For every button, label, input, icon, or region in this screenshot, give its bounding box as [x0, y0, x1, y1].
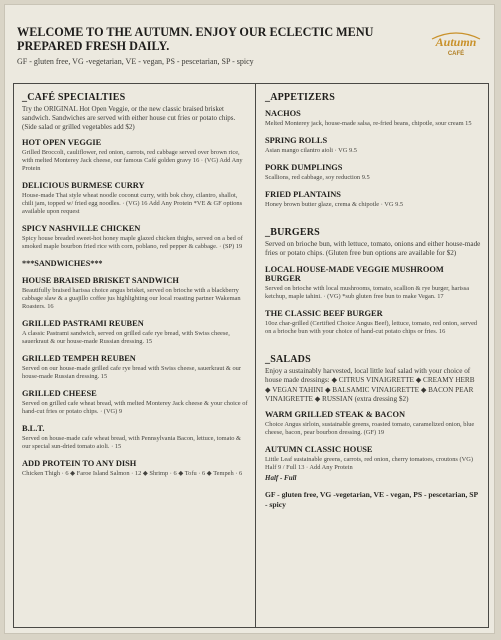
autumn-cafe-logo	[426, 29, 486, 59]
item-desc: A classic Pastrami sandwich, served on grilled cafe rye bread, with Swiss cheese, sauerkraut & our house-made Russian dressing. 15	[22, 330, 230, 345]
menu-item	[265, 445, 481, 472]
item-desc: Honey brown butter glaze, crema & chipotle · VG 9.5	[265, 201, 404, 208]
item-desc: Scallions, red cabbage, soy reduction 9.5	[265, 174, 370, 181]
item-desc: House-made Thai style wheat noodle coconut curry, with bok choy, cilantro, shallot, chili jam, topped w/ fried egg noodles. · (VG) 16 Add Any Protein *VE & GF options available upon request	[22, 192, 243, 215]
item-name: HOT OPEN VEGGIE	[22, 138, 102, 147]
item-name: LOCAL HOUSE-MADE VEGGIE MUSHROOM BURGER	[265, 264, 444, 283]
item-name: B.L.T.	[22, 424, 45, 433]
appetizers-title: _APPETIZERS	[265, 92, 335, 103]
item-name: THE CLASSIC BEEF BURGER	[265, 308, 383, 318]
right-column	[265, 92, 481, 510]
item-desc: 10oz char-grilled (Certified Choice Angus Beef), lettuce, tomato, red onion, served on a brioche bun with your choice of hand-cut potato chips or fries. 16	[265, 319, 478, 335]
item-desc: Served on our house-made grilled cafe rye bread with Swiss cheese, sauerkraut & our house-made Russian dressing. 15	[22, 365, 241, 380]
item-name: ADD PROTEIN TO ANY DISH	[22, 459, 137, 468]
item-desc: Little Leaf sustainable greens, carrots, red onion, cherry tomatoes, croutons (VG) Half 9 / Full 13 · Add Any Protein	[265, 456, 473, 472]
item-desc: Melted Monterey jack, house-made salsa, re-fried beans, chipotle, sour cream 15	[265, 120, 472, 127]
item-desc: Choice Angus sirloin, sustainable greens, roasted tomato, caramelized onion, blue cheese, bacon, pear bourbon dressing. (GF) 19	[265, 421, 475, 437]
burgers-desc: Served on brioche bun, with lettuce, tomato, onions and either house-made fries or potato chips. (Gluten free bun options are available for $2)	[265, 240, 481, 258]
item-name: SPICY NASHVILLE CHICKEN	[22, 224, 141, 233]
item-desc: Asian mango cilantro aioli · VG 9.5	[265, 147, 357, 154]
menu-item	[22, 319, 248, 346]
menu-item	[265, 109, 481, 128]
menu-title: WELCOME TO THE AUTUMN. ENJOY OUR ECLECTIC MENU PREPARED FRESH DAILY.	[17, 25, 374, 53]
cafe-specialties-title: _CAFÉ SPECIALTIES	[22, 92, 126, 103]
menu-item	[22, 389, 248, 416]
item-desc: Beautifully braised harissa choice angus brisket, served on brioche with a blackberry cabbage slaw & a guajillo coffee jus highlighting our local roasting partner Wakeman Roasters. 16	[22, 287, 241, 310]
menu-item	[22, 276, 248, 311]
menu-page	[4, 4, 495, 634]
item-name: NACHOS	[265, 109, 301, 118]
menu-item	[22, 224, 248, 251]
item-desc: Grilled Broccoli, cauliflower, red onion, carrots, red cabbage served over brown rice, with melted Monterey Jack cheese, our famous Café golden gravy 16 · (VG) Add Any Protein	[22, 149, 243, 172]
diet-legend-top: GF - gluten free, VG -vegetarian, VE - vegan, PS - pescetarian, SP - spicy	[17, 57, 254, 66]
item-name: GRILLED CHEESE	[22, 389, 97, 398]
menu-item	[265, 309, 481, 336]
half-full-label: Half - Full	[265, 474, 297, 483]
item-desc: Served on brioche with local mushrooms, tomato, scallion & rye burger, harissa ketchup, maple tahini. · (VG) *sub gluten free bun to make Vegan. 17	[265, 284, 470, 300]
column-divider	[255, 84, 256, 627]
menu-item	[265, 190, 481, 209]
item-name: AUTUMN CLASSIC HOUSE	[265, 445, 373, 455]
salads-title: _SALADS	[265, 353, 311, 365]
diet-legend-bottom: GF - gluten free, VG -vegetarian, VE - vegan, PS - pescetarian, SP - spicy	[265, 490, 478, 510]
menu-item	[22, 354, 248, 381]
item-desc: Spicy house breaded sweet-hot honey maple glazed chicken thighs, served on a bed of smoked maple bourbon fried rice with corn, poblano, red pepper & cabbage. · (SP) 19	[22, 235, 243, 250]
item-name: SPRING ROLLS	[265, 136, 328, 145]
item-desc: Served on house-made cafe wheat bread, with Pennsylvania Bacon, lettuce, tomato & our special sun-dried tomato aioli. · 15	[22, 435, 241, 450]
item-name: DELICIOUS BURMESE CURRY	[22, 181, 145, 190]
menu-item	[22, 459, 248, 478]
item-desc: Chicken Thigh · 6 ◆ Faroe Island Salmon · 12 ◆ Shrimp · 6 ◆ Tofu · 6 ◆ Tempeh · 6	[22, 470, 243, 477]
menu-item	[22, 138, 248, 173]
salads-desc: Enjoy a sustainably harvested, local little leaf salad with your choice of house made dressings: ◆ CITRUS VINAIGRETTE ◆ CREAMY HERB ◆ VEGAN TAHINI ◆ BALSAMIC VINAIGRETTE ◆ BACON PEAR VINAIGRETTE ◆ RUSSIAN (extra dressing $2)	[265, 366, 475, 404]
menu-frame	[13, 83, 489, 628]
item-desc: Served on grilled cafe wheat bread, with melted Monterey Jack cheese & your choice of hand-cut fries or potato chips. · (VG) 9	[22, 400, 248, 415]
sandwiches-title: ***SANDWICHES***	[22, 259, 103, 268]
cafe-specialties-desc: Try the ORIGINAL Hot Open Veggie, or the new classic braised brisket sandwich. Sandwiches are served with either house cut fries or potato chips. (Side salad or grilled vegetables add $2)	[22, 105, 236, 131]
item-name: GRILLED PASTRAMI REUBEN	[22, 319, 144, 328]
item-name: HOUSE BRAISED BRISKET SANDWICH	[22, 276, 179, 285]
logo-text-autumn: Autumn	[435, 35, 477, 49]
burgers-title: _BURGERS	[265, 227, 320, 238]
left-column	[22, 92, 248, 486]
menu-header	[17, 25, 417, 66]
menu-item	[22, 424, 248, 451]
menu-item	[265, 410, 481, 437]
item-name: WARM GRILLED STEAK & BACON	[265, 410, 406, 420]
item-name: FRIED PLANTAINS	[265, 190, 341, 199]
logo-text-cafe: CAFÉ	[447, 51, 465, 57]
item-name: GRILLED TEMPEH REUBEN	[22, 354, 136, 363]
menu-item	[265, 136, 481, 155]
item-name: PORK DUMPLINGS	[265, 163, 343, 172]
menu-item	[22, 181, 248, 216]
menu-item	[265, 163, 481, 182]
menu-item	[265, 265, 481, 301]
